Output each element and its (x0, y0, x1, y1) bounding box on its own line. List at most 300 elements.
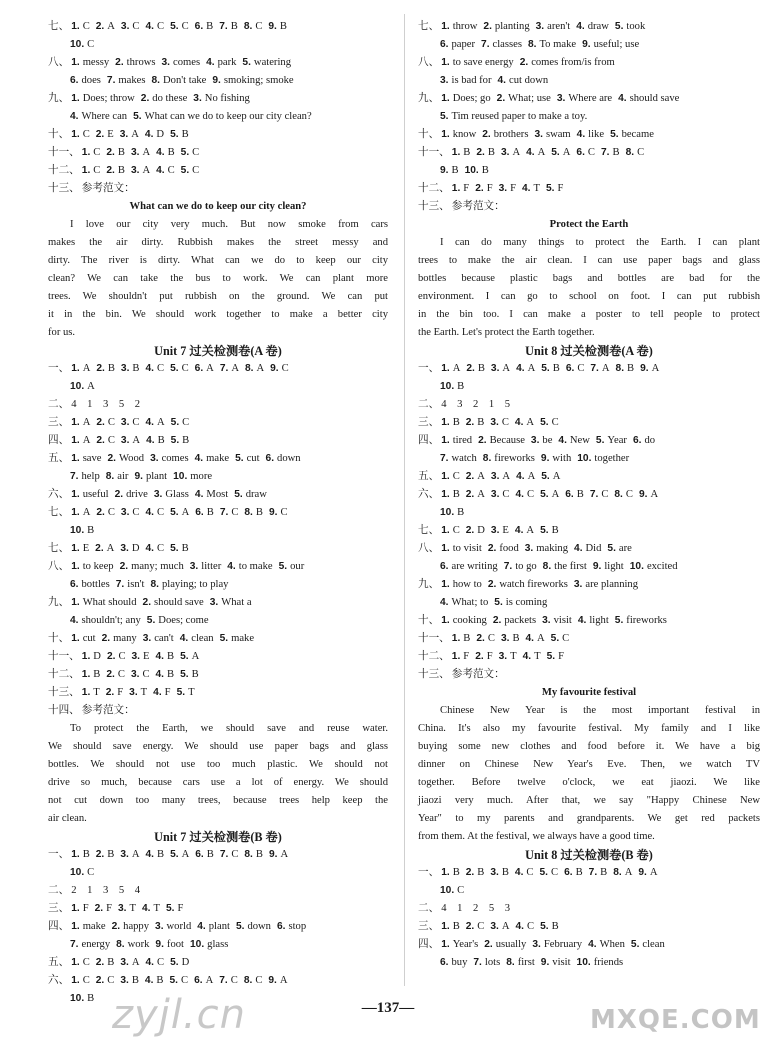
question-number: 5. (234, 489, 243, 500)
question-number: 6. (440, 39, 449, 50)
question-number: 9. (268, 975, 277, 986)
answer-text: What; use (508, 93, 551, 104)
question-number: 3. (119, 129, 129, 140)
question-number: 1. (71, 57, 80, 68)
question-number: 1. (71, 921, 80, 932)
section-label: 三、 (48, 417, 70, 428)
answer-text: C (156, 543, 165, 554)
answer-line (418, 648, 760, 666)
answer-text: 参考范文： (451, 201, 505, 212)
answer-text: many; much (131, 561, 184, 572)
answer-text: C (181, 363, 189, 374)
answer-text: B (107, 957, 115, 968)
section-label: 四、 (418, 939, 440, 950)
answer-text: B (463, 633, 471, 644)
answer-text: D (93, 651, 101, 662)
question-number: 3. (534, 129, 543, 140)
question-number: 6. (194, 975, 203, 986)
section-label: 五、 (48, 453, 70, 464)
essay-line: trees to make the air clean. I can use paper bags and glass (418, 255, 760, 266)
answer-line (48, 918, 388, 936)
answer-text: B (551, 525, 559, 536)
answer-text: C (181, 975, 189, 986)
answer-text: to visit (452, 543, 482, 554)
answer-text: energy (81, 939, 111, 950)
answer-text: C (551, 867, 559, 878)
question-number: 5. (165, 903, 175, 914)
question-number: 2. (114, 489, 124, 500)
question-number: 1. (71, 507, 80, 518)
answer-line (48, 450, 388, 468)
answer-line (418, 522, 760, 540)
answer-text: air (117, 471, 129, 482)
answer-text: lots (484, 957, 501, 968)
answer-text: B (477, 363, 485, 374)
answer-text: Year (607, 435, 627, 446)
answer-text: planting (494, 21, 530, 32)
question-number: 7. (588, 867, 598, 878)
essay-line: drive so much, because cars use a lot of energy. We should (48, 777, 388, 788)
page-number: —137— (361, 1000, 415, 1016)
question-number: 4. (145, 849, 154, 860)
answer-text: B (452, 867, 460, 878)
answer-text: cut down (509, 75, 549, 86)
question-number: 3. (500, 633, 510, 644)
answer-text: C (255, 21, 263, 32)
answer-text: D (181, 957, 190, 968)
question-number: 2. (119, 561, 129, 572)
answer-text: F (164, 687, 171, 698)
answer-text: B (255, 849, 263, 860)
question-number: 1. (81, 669, 91, 680)
question-number: 2. (475, 651, 484, 662)
answer-text: be (542, 435, 553, 446)
question-number: 3. (490, 867, 499, 878)
question-number: 5. (278, 561, 288, 572)
question-number: 2. (465, 921, 475, 932)
question-number: 4. (141, 903, 151, 914)
question-number: 2. (465, 525, 475, 536)
question-number: 7. (481, 39, 490, 50)
question-number: 3. (155, 921, 164, 932)
answer-line (418, 576, 760, 594)
question-number: 8. (244, 363, 254, 374)
answer-text: B (167, 651, 175, 662)
answer-text: A (452, 363, 461, 374)
section-label: 十、 (418, 615, 440, 626)
answer-text: world (166, 921, 192, 932)
answer-text: bottles (81, 579, 110, 590)
answer-text: C (231, 507, 239, 518)
section-label: 八、 (418, 57, 440, 68)
answer-line (48, 18, 388, 36)
answer-text: A (650, 489, 659, 500)
answer-text: fireworks (626, 615, 667, 626)
answer-text: Does; throw (82, 93, 135, 104)
answer-line (418, 54, 760, 72)
answer-text: B (206, 849, 214, 860)
question-number: 2. (475, 183, 484, 194)
answer-line (48, 936, 388, 954)
question-number: 8. (506, 957, 515, 968)
question-number: 2. (476, 147, 485, 158)
answer-text: down (277, 453, 301, 464)
answer-text: A (279, 975, 288, 986)
question-number: 5. (440, 111, 449, 122)
section-label: 十、 (418, 129, 440, 140)
section-label: 七、 (48, 543, 70, 554)
answer-text: F (82, 903, 89, 914)
question-number: 5. (235, 921, 245, 932)
answer-text: C (167, 165, 175, 176)
answer-text: C (637, 147, 645, 158)
answer-text: A (206, 363, 214, 374)
question-number: 6. (276, 921, 286, 932)
question-number: 4. (618, 93, 627, 104)
question-number: 2. (95, 543, 104, 554)
section-label: 十二、 (48, 165, 80, 176)
question-number: 10. (440, 507, 455, 518)
question-number: 10. (629, 561, 644, 572)
answer-text: are writing (451, 561, 498, 572)
question-number: 1. (71, 489, 80, 500)
question-number: 4. (153, 687, 162, 698)
answer-text: does (81, 75, 101, 86)
answer-text: comes (173, 57, 201, 68)
answer-text: to make (238, 561, 273, 572)
question-number: 4. (440, 597, 449, 608)
answer-text: smoking; smoke (223, 75, 294, 86)
answer-text: isn't (127, 579, 145, 590)
answer-line (48, 504, 388, 522)
question-number: 3. (490, 525, 500, 536)
question-number: 2. (95, 975, 105, 986)
question-number: 4. (522, 651, 532, 662)
answer-text: T (533, 183, 540, 194)
question-number: 8. (527, 39, 537, 50)
answer-text: B (117, 147, 125, 158)
answer-text: are planning (585, 579, 639, 590)
answer-line (418, 504, 760, 522)
answer-text: F (106, 903, 112, 914)
answer-text: T (93, 687, 100, 698)
answer-line (48, 630, 388, 648)
question-number: 8. (625, 147, 635, 158)
essay-line: jiaozi very much. After that, we say "Happy Chinese New (418, 795, 760, 806)
answer-text: B (612, 147, 620, 158)
answer-text: C (281, 363, 289, 374)
question-number: 9. (540, 453, 550, 464)
answer-text: C (487, 633, 495, 644)
answer-text: No fishing (204, 93, 250, 104)
answer-text: B (463, 147, 471, 158)
answer-text: B (93, 669, 101, 680)
question-number: 3. (535, 21, 545, 32)
answer-text: C (526, 867, 534, 878)
answer-text: C (562, 633, 570, 644)
answer-text: A (131, 957, 140, 968)
question-number: 9. (640, 363, 649, 374)
question-number: 1. (81, 651, 91, 662)
question-number: 5. (540, 525, 549, 536)
answer-text: many (113, 633, 137, 644)
answer-line (48, 540, 388, 558)
answer-text: B (206, 21, 214, 32)
answer-text: light (589, 615, 609, 626)
answer-text: Most (206, 489, 229, 500)
unit-heading: Unit 7 过关检测卷(B 卷) (154, 830, 282, 844)
answer-text: A (191, 651, 200, 662)
answer-text: Don't take (163, 75, 207, 86)
answer-text: useful (82, 489, 109, 500)
question-number: 4. (156, 147, 165, 158)
essay-line: dinner on Chinese New Year's Eve. Then, we watch TV (418, 759, 760, 770)
answer-text: A (651, 363, 660, 374)
question-number: 7. (219, 363, 229, 374)
answer-text: C (192, 165, 200, 176)
answer-text: B (487, 147, 495, 158)
answer-text: B (132, 363, 140, 374)
question-number: 4. (516, 471, 525, 482)
answer-text: A (82, 417, 91, 428)
section-label: 二、 (48, 399, 70, 410)
answer-text: B (451, 165, 459, 176)
answer-text: A (537, 147, 546, 158)
answer-text: C (502, 489, 510, 500)
section-label: 一、 (418, 867, 440, 878)
answer-text: B (167, 669, 175, 680)
answer-text: first (517, 957, 535, 968)
answer-line (418, 468, 760, 486)
question-number: 4. (155, 651, 164, 662)
answer-text: B (107, 849, 115, 860)
question-number: 6. (194, 363, 204, 374)
question-number: 3. (490, 489, 500, 500)
question-number: 4. (70, 615, 79, 626)
answer-line (418, 612, 760, 630)
essay-line: Chinese New Year is the most important festival in (440, 705, 760, 716)
section-label: 十三、 (48, 687, 80, 698)
answer-line (48, 432, 388, 450)
question-number: 3. (490, 921, 499, 932)
question-number: 10. (70, 381, 85, 392)
answer-line (418, 72, 760, 90)
question-number: 3. (532, 939, 541, 950)
answer-text: A (526, 525, 535, 536)
question-number: 8. (105, 471, 115, 482)
answer-line (418, 882, 760, 900)
unit-heading: Unit 8 过关检测卷(A 卷) (525, 344, 653, 358)
question-number: 9. (270, 363, 279, 374)
question-number: 3. (209, 597, 219, 608)
answer-line (48, 144, 388, 162)
question-number: 8. (151, 75, 160, 86)
column-divider (404, 14, 405, 986)
question-number: 4. (516, 363, 525, 374)
answer-line (48, 360, 388, 378)
question-number: 2. (496, 93, 506, 104)
answer-line (48, 558, 388, 576)
answer-line (48, 648, 388, 666)
answer-text: C (181, 21, 189, 32)
answer-line (418, 378, 760, 396)
answer-text: park (217, 57, 237, 68)
essay-line: China. It's also my favourite festival. My family and I like (418, 723, 760, 734)
section-label: 十、 (48, 633, 70, 644)
question-number: 5. (180, 147, 190, 158)
answer-text: tired (452, 435, 473, 446)
answer-text: visit (553, 615, 572, 626)
answer-line (48, 486, 388, 504)
question-number: 2. (466, 363, 475, 374)
answer-text: A (256, 363, 265, 374)
question-number: 1. (71, 561, 80, 572)
question-number: 10. (464, 165, 479, 176)
question-number: 5. (595, 435, 605, 446)
question-number: 8. (542, 561, 552, 572)
answer-text: clean (642, 939, 665, 950)
answer-text: should save (154, 597, 204, 608)
answer-line (418, 540, 760, 558)
question-number: 10. (70, 993, 85, 1004)
answer-text: C (231, 849, 239, 860)
question-number: 6. (195, 849, 204, 860)
answer-text: C (157, 21, 165, 32)
answer-text: C (587, 147, 595, 158)
answer-text: shouldn't; any (81, 615, 141, 626)
answer-text: cut (246, 453, 260, 464)
answer-line (418, 396, 760, 414)
answer-line (48, 378, 388, 396)
question-number: 7. (70, 471, 79, 482)
question-number: 1. (441, 921, 450, 932)
answer-text: B (157, 849, 165, 860)
essay-line: the Earth. Let's protect the Earth together. (418, 327, 595, 338)
answer-text: brothers (493, 129, 529, 140)
answer-text: A (502, 363, 511, 374)
answer-text: C (107, 975, 115, 986)
question-number: 1. (71, 849, 80, 860)
question-number: 5. (170, 417, 180, 428)
answer-text: C (157, 507, 165, 518)
answer-text: 参考范文： (81, 705, 135, 716)
answer-text: glass (207, 939, 229, 950)
question-number: 9. (155, 939, 164, 950)
answer-line (418, 36, 760, 54)
question-number: 1. (71, 597, 80, 608)
answer-text: B (255, 507, 263, 518)
question-number: 2. (482, 129, 491, 140)
answer-text: C (117, 669, 125, 680)
question-number: 2. (94, 903, 104, 914)
answer-text: A (527, 363, 536, 374)
question-number: 4. (522, 183, 531, 194)
answer-text: C (192, 147, 200, 158)
answer-line (48, 954, 388, 972)
answer-text: D (477, 525, 485, 536)
answer-text: messy (82, 57, 110, 68)
answer-text: Does; come (158, 615, 209, 626)
question-number: 9. (440, 165, 449, 176)
question-number: 1. (441, 363, 450, 374)
answer-text: C (87, 39, 95, 50)
answer-text: visit (552, 957, 571, 968)
question-number: 3. (120, 417, 130, 428)
question-number: 2. (487, 579, 497, 590)
question-number: 1. (71, 93, 80, 104)
answer-text: C (230, 975, 238, 986)
answer-text: A (131, 849, 140, 860)
answer-text: draw (245, 489, 267, 500)
answer-line (418, 666, 760, 684)
answer-text: B (512, 633, 520, 644)
question-number: 3. (530, 435, 540, 446)
section-label: 六、 (48, 975, 70, 986)
section-label: 八、 (48, 561, 70, 572)
answer-text: C (280, 507, 288, 518)
question-number: 9. (638, 867, 647, 878)
question-number: 8. (243, 975, 253, 986)
question-number: 5. (607, 543, 616, 554)
answer-text: playing; to play (161, 579, 229, 590)
question-number: 6. (195, 507, 204, 518)
question-number: 4. (227, 561, 236, 572)
section-label: 四、 (418, 435, 440, 446)
question-number: 8. (613, 867, 622, 878)
question-number: 7. (503, 561, 513, 572)
question-number: 5. (614, 615, 624, 626)
question-number: 1. (441, 93, 450, 104)
essay-line: it in the bin. We should work together to make a better city (48, 309, 388, 320)
question-number: 1. (441, 417, 450, 428)
answer-text: Glass (165, 489, 189, 500)
answer-line (48, 864, 388, 882)
answer-text: B (87, 525, 95, 536)
essay-line: together. Before twelve o'clock, we eat jiaozi. We like (418, 777, 760, 788)
question-number: 5. (219, 633, 229, 644)
question-number: 4. (558, 435, 567, 446)
section-label: 四、 (48, 921, 70, 932)
answer-text: A (107, 21, 115, 32)
question-number: 4. (145, 507, 154, 518)
answer-text: C (452, 471, 460, 482)
answer-text: B (481, 165, 489, 176)
section-label: 十三、 (48, 183, 80, 194)
answer-text: C (142, 669, 150, 680)
question-number: 2. (96, 507, 105, 518)
question-number: 4. (206, 57, 215, 68)
question-number: 2. (484, 939, 493, 950)
answer-text: To make (539, 39, 577, 50)
answer-text: can't (154, 633, 174, 644)
question-number: 10. (173, 471, 188, 482)
question-number: 3. (120, 363, 130, 374)
question-number: 5. (170, 363, 179, 374)
answer-text: A (131, 129, 139, 140)
question-number: 5. (170, 507, 179, 518)
answer-line (48, 900, 388, 918)
question-number: 3. (556, 93, 566, 104)
answer-text: F (463, 183, 470, 194)
question-number: 3. (142, 633, 152, 644)
question-number: 4. (145, 363, 154, 374)
answer-text: B (452, 489, 460, 500)
question-number: 4. (514, 525, 524, 536)
question-number: 1. (451, 633, 461, 644)
answer-text: A (87, 381, 95, 392)
question-number: 4. (194, 489, 204, 500)
question-number: 7. (600, 147, 610, 158)
